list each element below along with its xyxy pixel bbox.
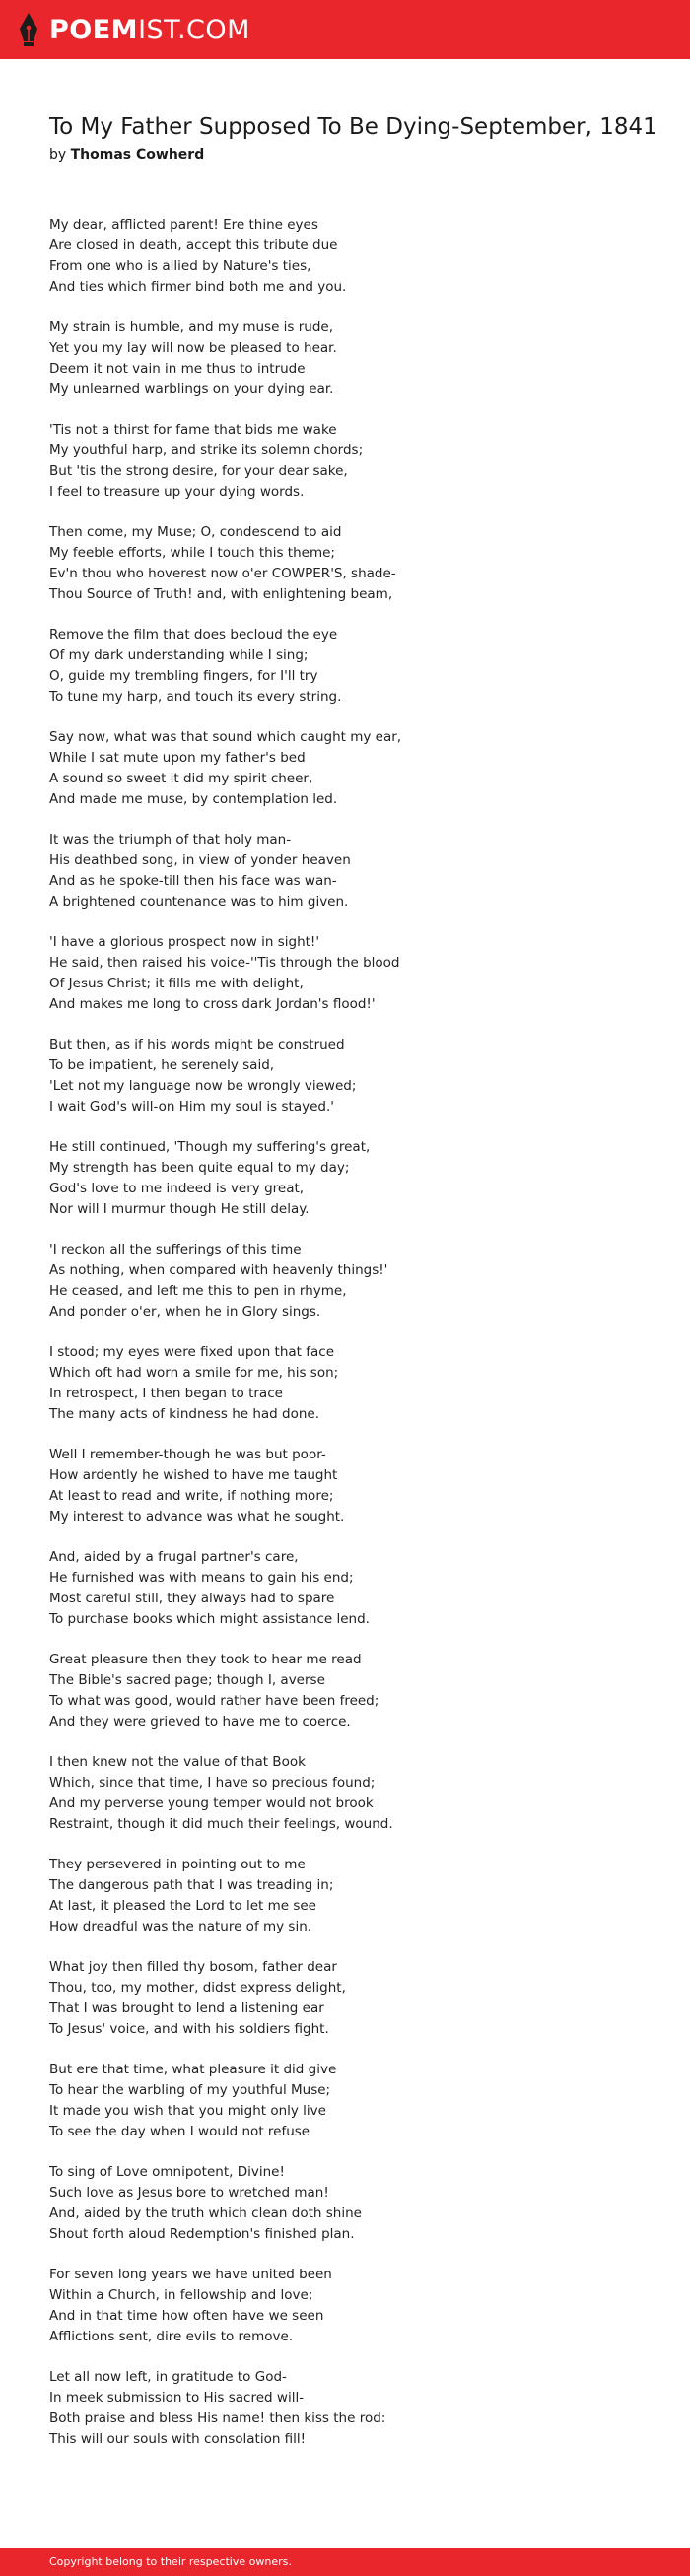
poem-line: And, aided by a frugal partner's care, [49,1549,299,1565]
stanza [49,1752,641,1855]
stanza [49,1855,641,1957]
poem-line: His deathbed song, in view of yonder heaven [49,852,351,868]
poem-line: Are closed in death, accept this tribute due [49,237,338,253]
stanza [49,1240,641,1342]
poem-line: Which, since that time, I have so precious found; [49,1775,376,1791]
poem-line: From one who is allied by Nature's ties, [49,258,311,274]
stanza [49,1035,641,1137]
poem-line: Both praise and bless His name! then kiss the rod: [49,2410,386,2426]
stanza [49,1957,641,2060]
stanza [49,1137,641,1240]
poem-line: In retrospect, I then began to trace [49,1386,283,1401]
poem-line: How ardently he wished to have me taught [49,1467,338,1483]
stanza [49,2060,641,2162]
stanza [49,2265,641,2367]
poem-line: At last, it pleased the Lord to let me see [49,1898,316,1914]
poem-line: Say now, what was that sound which caught my ear, [49,729,402,745]
poem-line: To see the day when I would not refuse [49,2124,310,2139]
poem-line: And ponder o'er, when he in Glory sings. [49,1304,321,1320]
poem-line: Within a Church, in fellowship and love; [49,2287,313,2303]
poem-line: I wait God's will-on Him my soul is stayed.' [49,1099,334,1115]
poem-line: Of my dark understanding while I sing; [49,647,309,663]
author-link[interactable]: Thomas Cowherd [70,147,205,163]
stanza [49,1342,641,1445]
poem-line: This will our souls with consolation fill! [49,2431,307,2447]
poem-line: And my perverse young temper would not brook [49,1796,374,1811]
poem-line: My youthful harp, and strike its solemn chords; [49,442,364,458]
stanza [49,317,641,420]
poem-line: A brightened countenance was to him given. [49,894,349,910]
poem-line: To what was good, would rather have been freed; [49,1693,380,1709]
poem-line: He still continued, 'Though my suffering's great, [49,1139,371,1155]
poem-line: My feeble efforts, while I touch this theme; [49,545,335,561]
poem-line: The dangerous path that I was treading in; [49,1877,334,1893]
stanza [49,2367,641,2470]
poem-line: But 'tis the strong desire, for your dear sake, [49,463,348,479]
poem-line: While I sat mute upon my father's bed [49,750,306,766]
poem-line: And, aided by the truth which clean doth shine [49,2205,362,2221]
poem-line: Deem it not vain in me thus to intrude [49,361,306,376]
poem-line: Such love as Jesus bore to wretched man! [49,2185,329,2201]
poem-line: I stood; my eyes were fixed upon that face [49,1344,335,1360]
logo-bold-text: POEM [49,14,139,45]
poem-line: Most careful still, they always had to spare [49,1591,335,1606]
poem-line: My unlearned warblings on your dying ear. [49,381,334,397]
poem-line: Of Jesus Christ; it fills me with delight, [49,976,304,991]
poem-line: The Bible's sacred page; though I, averse [49,1672,325,1688]
stanza [49,420,641,522]
poem-line: Ev'n thou who hoverest now o'er COWPER'S, shade- [49,566,396,581]
poem-line: And in that time how often have we seen [49,2308,324,2324]
poem-line: To be impatient, he serenely said, [49,1057,275,1073]
site-logo[interactable] [18,12,250,47]
poem-line: Restraint, though it did much their feelings, wound. [49,1816,393,1832]
poem-line: But ere that time, what pleasure it did give [49,2062,337,2077]
poem-title: To My Father Supposed To Be Dying-September, 1841 [49,114,657,140]
poem-line: And made me muse, by contemplation led. [49,791,338,807]
poem-line: Great pleasure then they took to hear me read [49,1652,362,1667]
poem-line: A sound so sweet it did my spirit cheer, [49,771,313,786]
poem-line: Nor will I murmur though He still delay. [49,1201,310,1217]
poem-line: And ties which firmer bind both me and you. [49,279,347,295]
poem-line: In meek submission to His sacred will- [49,2390,305,2406]
poem-body [49,215,641,2470]
poem-line: 'Tis not a thirst for fame that bids me wake [49,422,337,438]
poem-line: That I was brought to lend a listening ear [49,2000,324,2016]
poem-line: To tune my harp, and touch its every string. [49,689,342,705]
poem-line: Remove the film that does becloud the eye [49,627,338,643]
poem-line: Which oft had worn a smile for me, his son; [49,1365,339,1381]
poem-byline [49,147,204,163]
poem-line: My dear, afflicted parent! Ere thine eyes [49,217,318,233]
poem-line: As nothing, when compared with heavenly things!' [49,1262,388,1278]
poem-line: He ceased, and left me this to pen in rhyme, [49,1283,347,1299]
poem-line: 'I have a glorious prospect now in sight!' [49,934,320,950]
poem-line: But then, as if his words might be construed [49,1037,345,1052]
poem-line: I then knew not the value of that Book [49,1754,306,1770]
poem-line: How dreadful was the nature of my sin. [49,1919,312,1934]
poem-line: O, guide my trembling fingers, for I'll try [49,668,318,684]
stanza [49,625,641,727]
poem-line: And they were grieved to have me to coerce. [49,1714,351,1729]
stanza [49,727,641,830]
stanza [49,1650,641,1752]
poem-line: My strain is humble, and my muse is rude, [49,319,334,335]
pen-nib-icon [18,12,39,47]
site-header [0,0,690,59]
poem-line: To purchase books which might assistance lend. [49,1611,370,1627]
poem-line: To sing of Love omnipotent, Divine! [49,2164,285,2180]
poem-line: At least to read and write, if nothing more; [49,1488,334,1504]
poem-line: The many acts of kindness he had done. [49,1406,320,1422]
poem-line: My strength has been quite equal to my day; [49,1160,350,1176]
poem-line: He furnished was with means to gain his end; [49,1570,354,1586]
poem-line: 'I reckon all the sufferings of this time [49,1242,302,1257]
poem-line: He said, then raised his voice-''Tis through the blood [49,955,400,971]
poem-line: Thou Source of Truth! and, with enlightening beam, [49,586,393,602]
poem-line: And makes me long to cross dark Jordan's flood!' [49,996,376,1012]
poem-line: To Jesus' voice, and with his soldiers fight. [49,2021,329,2037]
poem-line: 'Let not my language now be wrongly viewed; [49,1078,357,1094]
poem-line: Then come, my Muse; O, condescend to aid [49,524,342,540]
stanza [49,215,641,317]
poem-line: What joy then filled thy bosom, father dear [49,1959,337,1975]
stanza [49,522,641,625]
poem-line: Shout forth aloud Redemption's finished plan. [49,2226,355,2242]
poem-line: It was the triumph of that holy man- [49,832,292,847]
poem-line: Afflictions sent, dire evils to remove. [49,2329,294,2344]
poem-line: God's love to me indeed is very great, [49,1181,305,1196]
poem-line: Well I remember-though he was but poor- [49,1447,326,1462]
stanza [49,932,641,1035]
poem-line: Let all now left, in gratitude to God- [49,2369,287,2385]
poem-line: To hear the warbling of my youthful Muse; [49,2082,331,2098]
stanza [49,830,641,932]
poem-line: For seven long years we have united been [49,2267,332,2282]
poem-line: Yet you my lay will now be pleased to hear. [49,340,337,356]
poem-line: They persevered in pointing out to me [49,1857,306,1872]
stanza [49,1445,641,1547]
copyright-text: Copyright belong to their respective owners. [49,2555,292,2568]
poem-line: Thou, too, my mother, didst express delight, [49,1980,346,1996]
poem-line: And as he spoke-till then his face was wan- [49,873,337,889]
site-logo-text [49,14,250,45]
site-footer [0,2548,690,2576]
poem-line: I feel to treasure up your dying words. [49,484,305,500]
stanza [49,2162,641,2265]
logo-light-text: IST.COM [138,14,250,45]
poem-line: It made you wish that you might only live [49,2103,326,2119]
byline-prefix: by [49,147,67,163]
stanza [49,1547,641,1650]
poem-line: My interest to advance was what he sought. [49,1509,345,1525]
